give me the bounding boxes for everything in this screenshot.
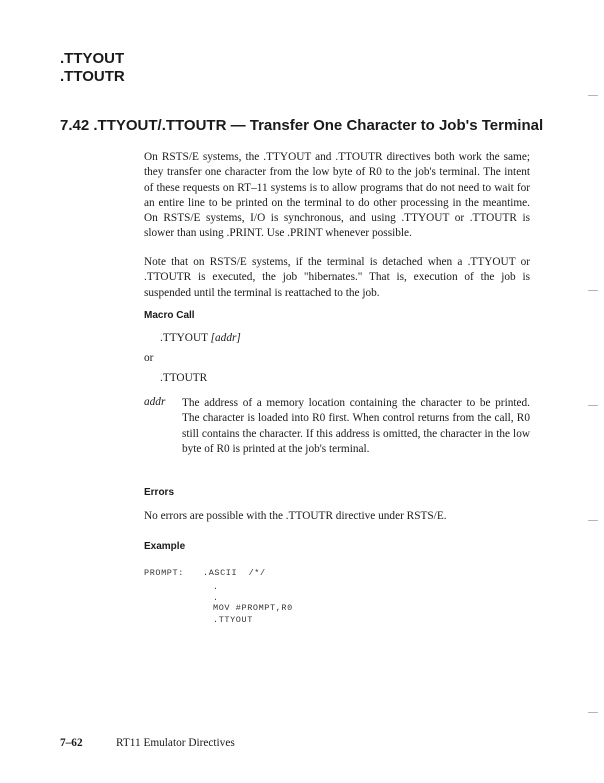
errors-heading: Errors <box>144 487 175 498</box>
errors-text: No errors are possible with the .TTOUTR directive under RSTS/E. <box>144 510 447 522</box>
code-ellipsis-dot: . <box>213 582 219 592</box>
margin-mark <box>588 290 598 291</box>
code-ellipsis-dot: . <box>213 593 219 603</box>
margin-mark <box>588 95 598 96</box>
margin-mark <box>588 712 598 713</box>
macro-syntax-ttyout <box>160 332 241 344</box>
macro-syntax-ttoutr: .TTOUTR <box>160 372 208 384</box>
syntax-name: .TTYOUT <box>160 332 208 344</box>
syntax-argument: [addr] <box>210 332 241 344</box>
running-head-ttoutr: .TTOUTR <box>60 68 125 85</box>
syntax-or: or <box>144 352 154 364</box>
parameter-name: addr <box>144 396 166 408</box>
macro-call-heading: Macro Call <box>144 310 195 321</box>
paragraph-note: Note that on RSTS/E systems, if the terminal is detached when a .TTYOUT or .TTOUTR is executed, the job "hibernates." That is, execution of the job is suspended until the terminal is reattached to the job. <box>144 256 530 299</box>
parameter-description: The address of a memory location containing the character to be printed. The character is loaded into R0 first. When control returns from the call, R0 still contains the character. If this address is omitted, the character in the low byte of R0 is printed at the job's terminal. <box>182 397 530 455</box>
code-ascii-statement: .ASCII /*/ <box>203 568 266 578</box>
code-label: PROMPT: <box>144 568 184 578</box>
margin-mark <box>588 520 598 521</box>
code-ttyout-statement: .TTYOUT <box>213 615 253 625</box>
example-heading: Example <box>144 541 186 552</box>
section-title: 7.42 .TTYOUT/.TTOUTR — Transfer One Character to Job's Terminal <box>60 117 544 134</box>
code-mov-statement: MOV #PROMPT,R0 <box>213 603 293 613</box>
footer-page-number: 7–62 <box>60 737 83 749</box>
paragraph-intro: On RSTS/E systems, the .TTYOUT and .TTOUTR directives both work the same; they transfer one character from the low byte of R0 to the job's terminal. The intent of these requests on RT–11 systems is to allow programs that do not need to wait for an entire line to be printed on the terminal to do other processing in the meantime. On RSTS/E systems, I/O is synchronous, and using .TTYOUT or .TTOUTR is slower than using .PRINT. Use .PRINT whenever possible. <box>144 151 530 240</box>
footer-title: RT11 Emulator Directives <box>116 737 235 749</box>
margin-mark <box>588 405 598 406</box>
running-head-ttyout: .TTYOUT <box>60 50 125 67</box>
